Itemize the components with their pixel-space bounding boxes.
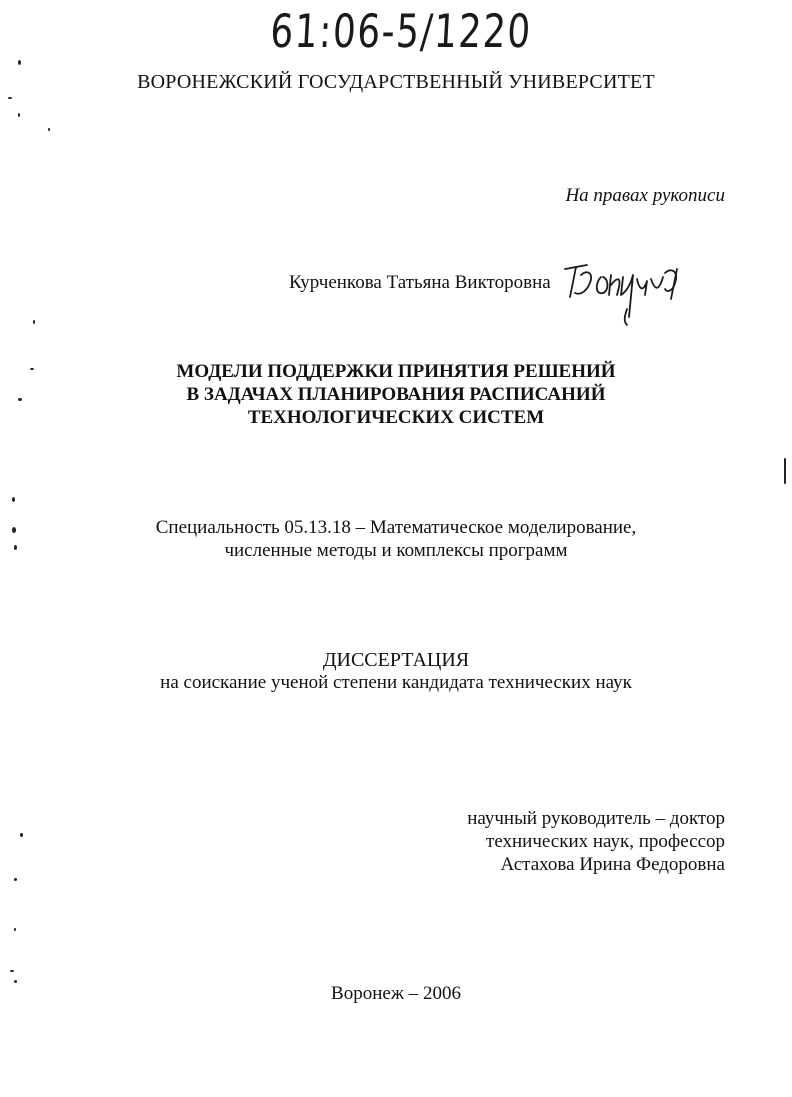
scan-speck [14, 928, 16, 931]
specialty-block [0, 516, 792, 562]
scan-speck [18, 113, 20, 117]
scan-speck [784, 458, 786, 484]
scan-speck [18, 398, 22, 401]
scan-speck [8, 97, 12, 99]
dissertation-heading: ДИССЕРТАЦИЯ [322, 649, 470, 671]
scan-speck [20, 833, 23, 837]
scan-speck [18, 60, 21, 65]
scan-speck [48, 128, 50, 131]
title-line: В ЗАДАЧАХ ПЛАНИРОВАНИЯ РАСПИСАНИЙ [186, 384, 606, 405]
author-name: Курченкова Татьяна Викторовна [289, 272, 551, 293]
university-name: ВОРОНЕЖСКИЙ ГОСУДАРСТВЕННЫЙ УНИВЕРСИТЕТ [137, 71, 655, 93]
scan-speck [12, 527, 16, 533]
handwritten-stamp: 61:06-5/1220 [269, 4, 534, 58]
scan-speck [30, 368, 34, 370]
scan-speck [10, 970, 14, 972]
advisor-line: технических наук, профессор [486, 831, 725, 852]
scan-speck [33, 320, 35, 324]
advisor-block [467, 807, 725, 876]
scan-speck [14, 878, 17, 881]
title-line: ТЕХНОЛОГИЧЕСКИХ СИСТЕМ [247, 407, 545, 428]
dissertation-subheading: на соискание ученой степени кандидата технических наук [160, 672, 632, 693]
scan-speck [14, 545, 17, 550]
scan-speck [14, 980, 17, 983]
city-year: Воронеж – 2006 [331, 983, 461, 1004]
dissertation-title [0, 360, 792, 429]
advisor-line: научный руководитель – доктор [467, 808, 725, 829]
title-line: МОДЕЛИ ПОДДЕРЖКИ ПРИНЯТИЯ РЕШЕНИЙ [176, 361, 616, 382]
specialty-line: численные методы и комплексы программ [224, 540, 568, 561]
specialty-line: Специальность 05.13.18 – Математическое моделирование, [155, 517, 637, 538]
scan-speck [12, 497, 15, 502]
advisor-line: Астахова Ирина Федоровна [500, 854, 725, 875]
author-signature [561, 255, 691, 330]
rights-note: На правах рукописи [565, 185, 725, 206]
